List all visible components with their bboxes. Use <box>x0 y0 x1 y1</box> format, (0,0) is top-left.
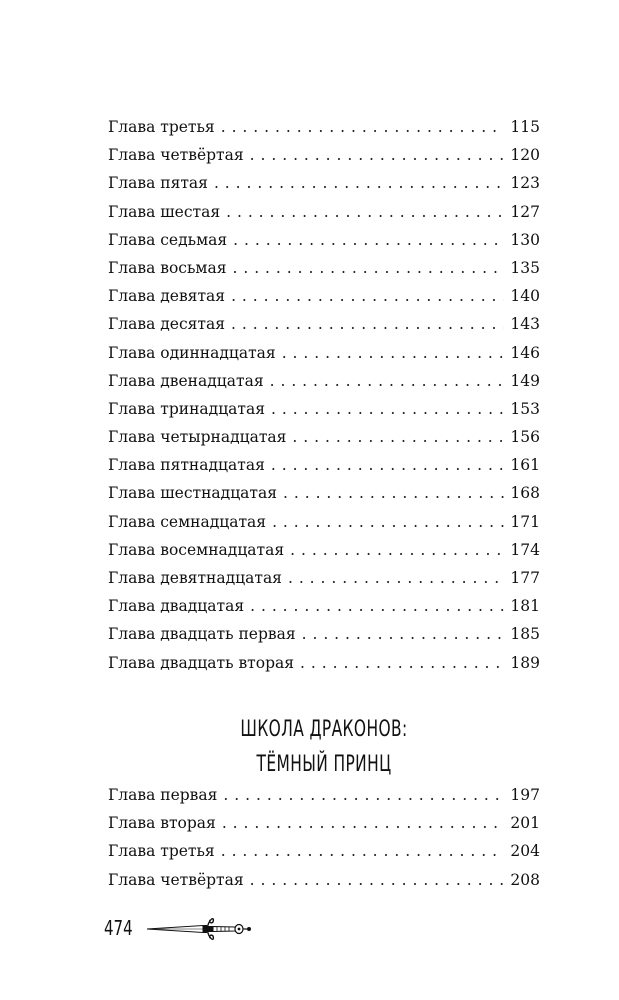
toc-entry-page-number: 146 <box>510 343 540 362</box>
toc-entry-page-number: 149 <box>510 371 540 390</box>
toc-entry <box>108 814 540 842</box>
toc-entry-page-number: 153 <box>510 399 540 418</box>
toc-entry <box>108 259 540 287</box>
toc-dot-leader <box>226 203 504 221</box>
toc-entry-title: Глава шестнадцатая <box>108 484 278 503</box>
toc-entry-title: Глава четвёртая <box>108 146 244 165</box>
toc-entry <box>108 146 540 174</box>
toc-entry-title: Глава шестая <box>108 202 221 221</box>
toc-dot-leader <box>221 118 505 136</box>
toc-dot-leader <box>283 484 504 502</box>
toc-dot-leader <box>233 231 504 249</box>
toc-dot-leader <box>271 456 505 474</box>
toc-entry-page-number: 197 <box>510 786 540 804</box>
toc-entry-page-number: 123 <box>510 174 540 193</box>
toc-dot-leader <box>272 513 504 531</box>
toc-entry <box>108 231 540 259</box>
toc-entry-title: Глава первая <box>108 786 218 804</box>
toc-entry-page-number: 201 <box>510 814 540 833</box>
toc-entry-page-number: 174 <box>510 540 540 559</box>
toc-dot-leader <box>270 372 505 390</box>
table-of-contents-part-1 <box>108 118 540 682</box>
toc-entry <box>108 569 540 597</box>
toc-dot-leader <box>250 597 504 615</box>
toc-dot-leader <box>302 625 505 643</box>
toc-entry <box>108 654 540 682</box>
toc-entry-title: Глава вторая <box>108 814 216 833</box>
toc-entry-title: Глава двадцатая <box>108 597 245 616</box>
toc-entry-page-number: 130 <box>510 230 540 249</box>
toc-entry <box>108 315 540 343</box>
toc-dot-leader <box>300 654 504 672</box>
toc-entry-page-number: 120 <box>510 146 540 165</box>
toc-dot-leader <box>250 871 505 889</box>
toc-entry <box>108 597 540 625</box>
toc-entry-title: Глава одиннадцатая <box>108 343 276 362</box>
section-heading <box>156 712 493 782</box>
toc-entry-title: Глава четырнадцатая <box>108 428 287 447</box>
toc-entry <box>108 428 540 456</box>
dagger-icon <box>145 912 255 946</box>
toc-entry-title: Глава девятнадцатая <box>108 569 282 587</box>
toc-entry-page-number: 204 <box>510 842 540 861</box>
toc-entry-title: Глава семнадцатая <box>108 512 267 531</box>
toc-dot-leader <box>292 428 504 446</box>
toc-entry-title: Глава седьмая <box>108 230 228 249</box>
toc-entry <box>108 456 540 484</box>
toc-entry-page-number: 156 <box>510 428 540 447</box>
toc-entry-title: Глава двенадцатая <box>108 371 264 390</box>
toc-entry <box>108 625 540 653</box>
toc-entry-title: Глава третья <box>108 842 215 861</box>
toc-dot-leader <box>282 344 505 362</box>
section-heading-line-2: ТЁМНЫЙ ПРИНЦ <box>256 752 392 777</box>
toc-entry-page-number: 115 <box>510 118 540 136</box>
toc-entry <box>108 203 540 231</box>
toc-entry-page-number: 171 <box>510 512 540 531</box>
toc-entry-title: Глава третья <box>108 118 215 136</box>
toc-dot-leader <box>288 569 504 587</box>
toc-entry <box>108 344 540 372</box>
toc-entry <box>108 484 540 512</box>
toc-entry-title: Глава девятая <box>108 287 226 306</box>
toc-entry-title: Глава восемнадцатая <box>108 540 285 559</box>
toc-entry-title: Глава четвёртая <box>108 870 244 889</box>
toc-entry <box>108 871 540 899</box>
toc-entry-page-number: 143 <box>510 315 540 334</box>
toc-entry-title: Глава пятая <box>108 174 208 193</box>
page-number: 474 <box>104 916 133 940</box>
toc-entry-page-number: 127 <box>510 202 540 221</box>
toc-entry-title: Глава десятая <box>108 315 226 334</box>
toc-entry <box>108 174 540 202</box>
toc-entry-page-number: 208 <box>510 870 540 889</box>
toc-entry <box>108 842 540 870</box>
toc-entry <box>108 541 540 569</box>
toc-dot-leader <box>222 814 505 832</box>
toc-entry <box>108 118 540 146</box>
toc-entry <box>108 513 540 541</box>
toc-dot-leader <box>221 842 505 860</box>
toc-dot-leader <box>231 287 504 305</box>
toc-entry <box>108 287 540 315</box>
toc-entry-title: Глава восьмая <box>108 258 227 277</box>
toc-dot-leader <box>231 315 504 333</box>
toc-entry-title: Глава двадцать первая <box>108 625 296 644</box>
toc-dot-leader <box>250 146 505 164</box>
toc-entry-title: Глава двадцать вторая <box>108 653 295 672</box>
table-of-contents-part-2 <box>108 786 540 899</box>
toc-dot-leader <box>223 786 504 804</box>
toc-entry-title: Глава пятнадцатая <box>108 456 265 475</box>
toc-entry-page-number: 168 <box>510 484 540 503</box>
toc-entry-page-number: 140 <box>510 287 540 306</box>
toc-entry-page-number: 181 <box>510 597 540 616</box>
section-heading-line-1: ШКОЛА ДРАКОНОВ: <box>240 717 408 742</box>
toc-entry <box>108 372 540 400</box>
toc-entry-page-number: 177 <box>510 569 540 587</box>
toc-entry-page-number: 135 <box>510 258 540 277</box>
toc-dot-leader <box>214 174 504 192</box>
toc-dot-leader <box>233 259 505 277</box>
toc-dot-leader <box>290 541 504 559</box>
toc-dot-leader <box>271 400 504 418</box>
toc-entry-title: Глава тринадцатая <box>108 399 265 418</box>
toc-entry-page-number: 189 <box>510 653 540 672</box>
toc-entry <box>108 400 540 428</box>
toc-entry <box>108 786 540 814</box>
toc-entry-page-number: 161 <box>510 456 540 475</box>
toc-entry-page-number: 185 <box>510 625 540 644</box>
